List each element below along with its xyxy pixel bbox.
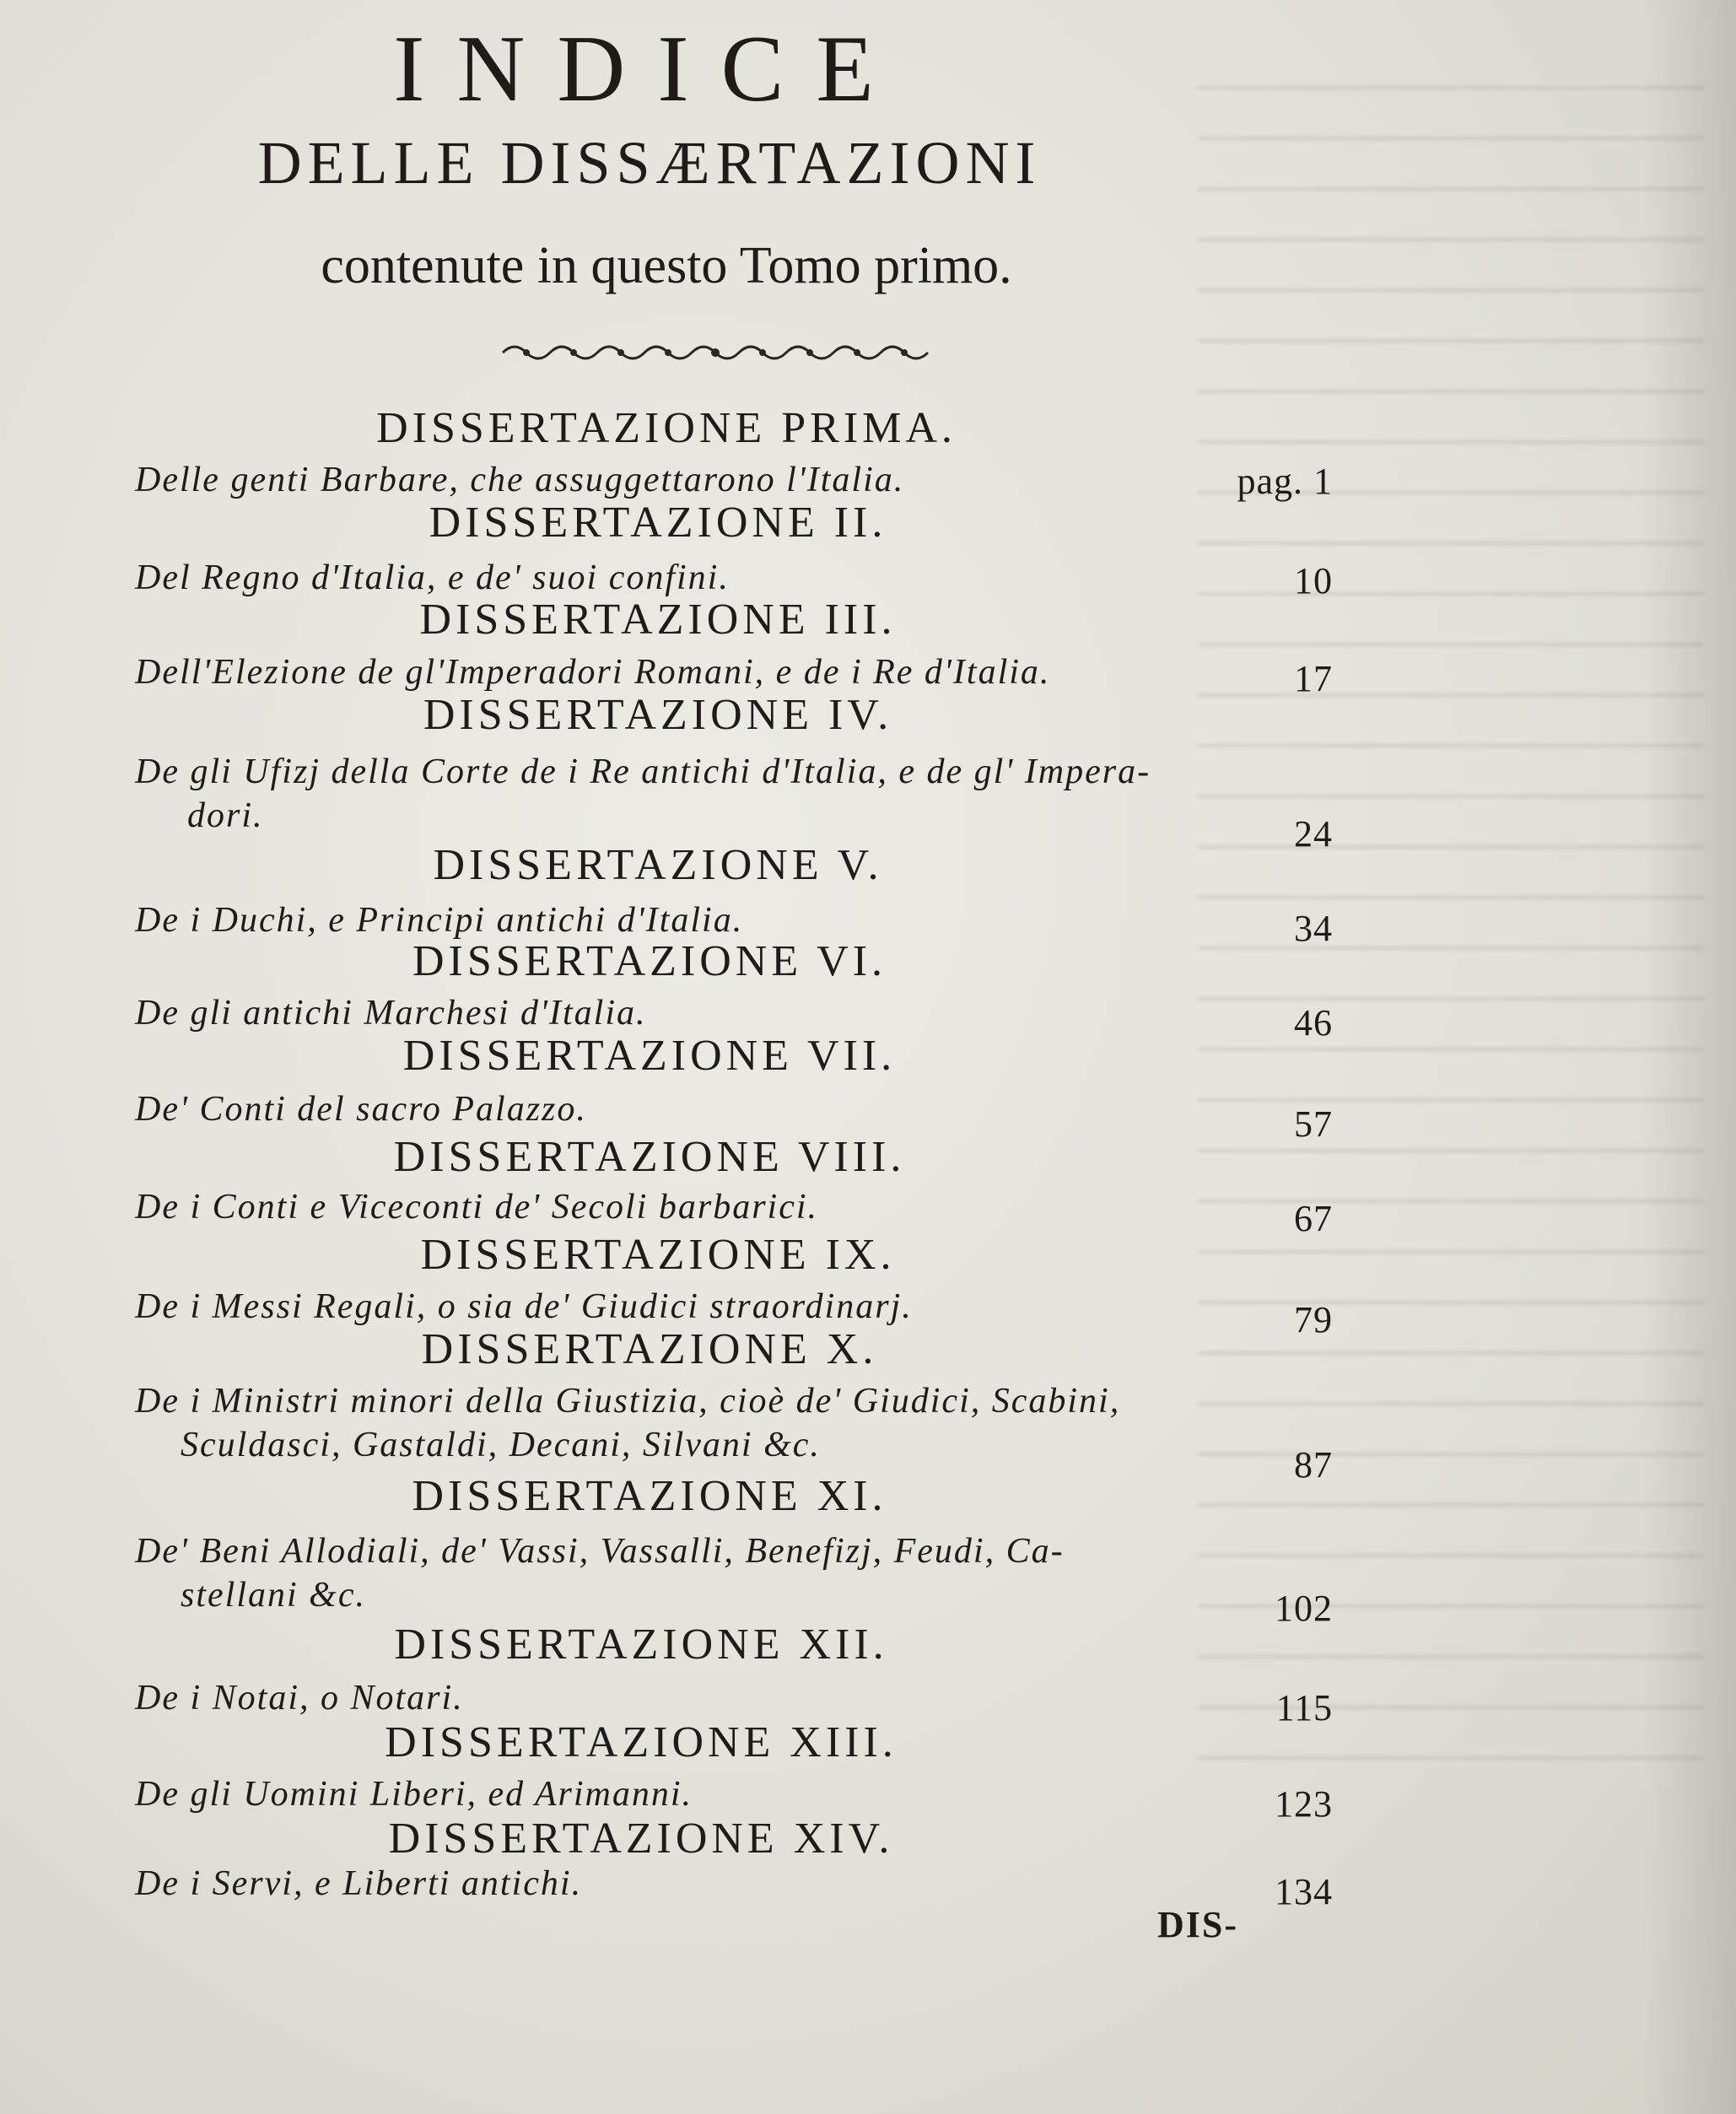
dissertation-title: Delle genti Barbare, che assuggettarono l'Italia. — [135, 461, 905, 499]
catchword: DIS- — [1157, 1904, 1239, 1945]
dissertation-title: De gli Ufizj della Corte de i Re antichi d'Italia, e de gl' Impera- — [135, 752, 1151, 791]
page-fold-shadow — [1643, 0, 1736, 2114]
dissertation-title: Dell'Elezione de gl'Imperadori Romani, e de i Re d'Italia. — [135, 653, 1051, 692]
dissertation-heading: DISSERTAZIONE IV. — [423, 691, 893, 739]
page-number: 123 — [1275, 1783, 1333, 1825]
page-number: 24 — [1294, 813, 1333, 855]
ornament-divider — [498, 337, 936, 368]
page-number: 67 — [1294, 1198, 1333, 1239]
dissertation-heading: DISSERTAZIONE XI. — [412, 1472, 887, 1520]
dissertation-heading: DISSERTAZIONE VI. — [412, 937, 887, 985]
dissertation-heading: DISSERTAZIONE PRIMA. — [376, 404, 957, 452]
dissertation-title: De' Beni Allodiali, de' Vassi, Vassalli, Benefizj, Feudi, Ca- — [135, 1532, 1065, 1571]
page-number: 115 — [1275, 1687, 1333, 1728]
dissertation-title: De gli Uomini Liberi, ed Arimanni. — [135, 1775, 693, 1814]
dissertation-heading: DISSERTAZIONE II. — [429, 499, 887, 547]
dissertation-heading: DISSERTAZIONE III. — [419, 596, 897, 644]
dissertation-title: De i Messi Regali, o sia de' Giudici straordinarj. — [135, 1287, 913, 1326]
dissertation-title-continued: dori. — [187, 796, 264, 835]
dissertation-title-continued: Sculdasci, Gastaldi, Decani, Silvani &c. — [181, 1426, 821, 1464]
index-subtitle-2: contenute in questo Tomo primo. — [321, 237, 1012, 294]
dissertation-title: De i Duchi, e Principi antichi d'Italia. — [135, 901, 744, 940]
dissertation-heading: DISSERTAZIONE X. — [421, 1325, 878, 1373]
page-number: 102 — [1275, 1588, 1333, 1629]
dissertation-heading: DISSERTAZIONE VII. — [402, 1032, 897, 1080]
dissertation-title: De i Servi, e Liberti antichi. — [135, 1864, 583, 1903]
dissertation-heading: DISSERTAZIONE XIV. — [388, 1815, 894, 1863]
dissertation-title-continued: stellani &c. — [181, 1576, 366, 1615]
dissertation-heading: DISSERTAZIONE IX. — [420, 1231, 896, 1279]
index-subtitle: DELLE DISSÆRTAZIONI — [257, 129, 1042, 197]
index-title: INDICE — [393, 17, 906, 121]
page-number: pag. 1 — [1237, 461, 1333, 502]
page-number: 17 — [1294, 658, 1333, 699]
page-number: 134 — [1275, 1871, 1333, 1912]
dissertation-title: De' Conti del sacro Palazzo. — [135, 1090, 587, 1129]
dissertation-heading: DISSERTAZIONE XII. — [394, 1621, 888, 1669]
page-number: 79 — [1294, 1299, 1333, 1340]
page-number: 10 — [1294, 560, 1333, 601]
dissertation-title: De i Ministri minori della Giustizia, cioè de' Giudici, Scabini, — [135, 1382, 1121, 1421]
dissertation-heading: DISSERTAZIONE VIII. — [393, 1133, 906, 1181]
dissertation-heading: DISSERTAZIONE V. — [433, 841, 883, 889]
page-number: 46 — [1294, 1002, 1333, 1044]
page-number: 34 — [1294, 908, 1333, 949]
page-number: 57 — [1294, 1103, 1333, 1145]
dissertation-title: De i Conti e Viceconti de' Secoli barbarici. — [135, 1188, 819, 1227]
page-number: 87 — [1294, 1444, 1333, 1486]
dissertation-title: De i Notai, o Notari. — [135, 1679, 464, 1718]
dissertation-title: Del Regno d'Italia, e de' suoi confini. — [135, 558, 730, 597]
dissertation-title: De gli antichi Marchesi d'Italia. — [135, 994, 647, 1033]
dissertation-heading: DISSERTAZIONE XIII. — [385, 1718, 898, 1766]
